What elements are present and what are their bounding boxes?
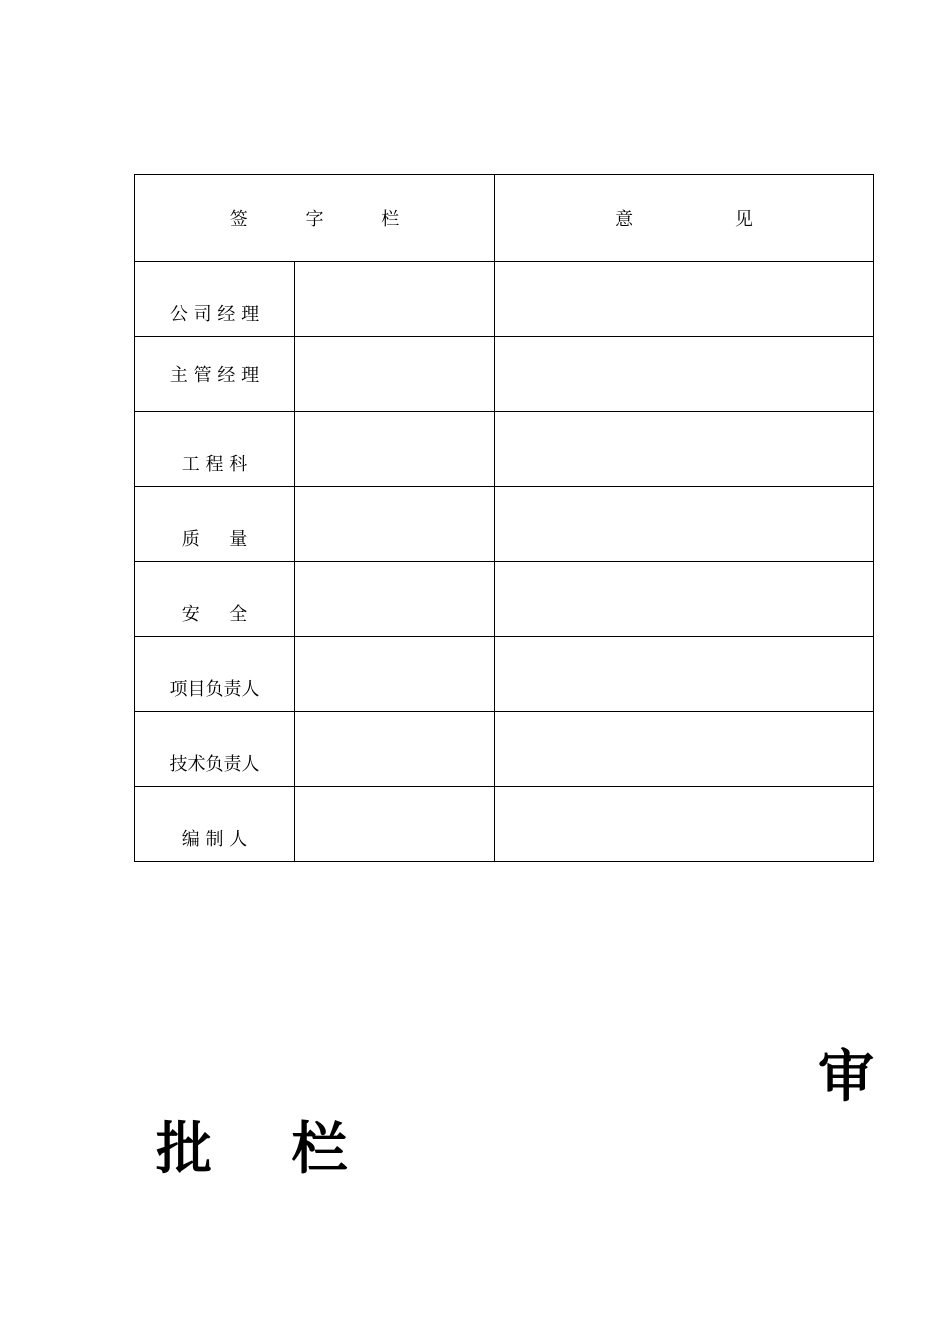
approval-title-part-1: 审: [818, 1045, 874, 1110]
signature-cell[interactable]: [295, 262, 495, 337]
table-row-company-manager: [135, 262, 874, 337]
table-row-safety: [135, 562, 874, 637]
table-row-supervising-manager: [135, 337, 874, 412]
signature-cell[interactable]: [295, 487, 495, 562]
role-label-cell: 公 司 经 理: [135, 262, 295, 337]
role-label-cell: 质 量: [135, 487, 295, 562]
opinion-cell[interactable]: [495, 337, 874, 412]
opinion-cell[interactable]: [495, 262, 874, 337]
opinion-cell[interactable]: [495, 412, 874, 487]
sign-column-header: 签 字 栏: [135, 175, 495, 262]
role-label-cell: 编 制 人: [135, 787, 295, 862]
signature-cell[interactable]: [295, 337, 495, 412]
opinion-cell[interactable]: [495, 637, 874, 712]
signature-cell[interactable]: [295, 712, 495, 787]
signature-cell[interactable]: [295, 412, 495, 487]
table-header-row: [135, 175, 874, 262]
signature-cell[interactable]: [295, 637, 495, 712]
table-row-quality: [135, 487, 874, 562]
role-label-cell: 项目负责人: [135, 637, 295, 712]
opinion-cell[interactable]: [495, 562, 874, 637]
role-label-cell: 工 程 科: [135, 412, 295, 487]
signature-cell[interactable]: [295, 562, 495, 637]
table-row-compiler: [135, 787, 874, 862]
table-row-project-lead: [135, 637, 874, 712]
opinion-cell[interactable]: [495, 712, 874, 787]
approval-sign-table: [134, 174, 874, 862]
signature-cell[interactable]: [295, 787, 495, 862]
approval-title-part-2: 批 栏: [156, 1117, 378, 1182]
role-label-cell: 安 全: [135, 562, 295, 637]
table-row-engineering: [135, 412, 874, 487]
opinion-cell[interactable]: [495, 787, 874, 862]
role-label-cell: 技术负责人: [135, 712, 295, 787]
opinion-cell[interactable]: [495, 487, 874, 562]
opinion-column-header: 意 见: [495, 175, 874, 262]
table-row-technical-lead: [135, 712, 874, 787]
role-label-cell: 主 管 经 理: [135, 337, 295, 412]
